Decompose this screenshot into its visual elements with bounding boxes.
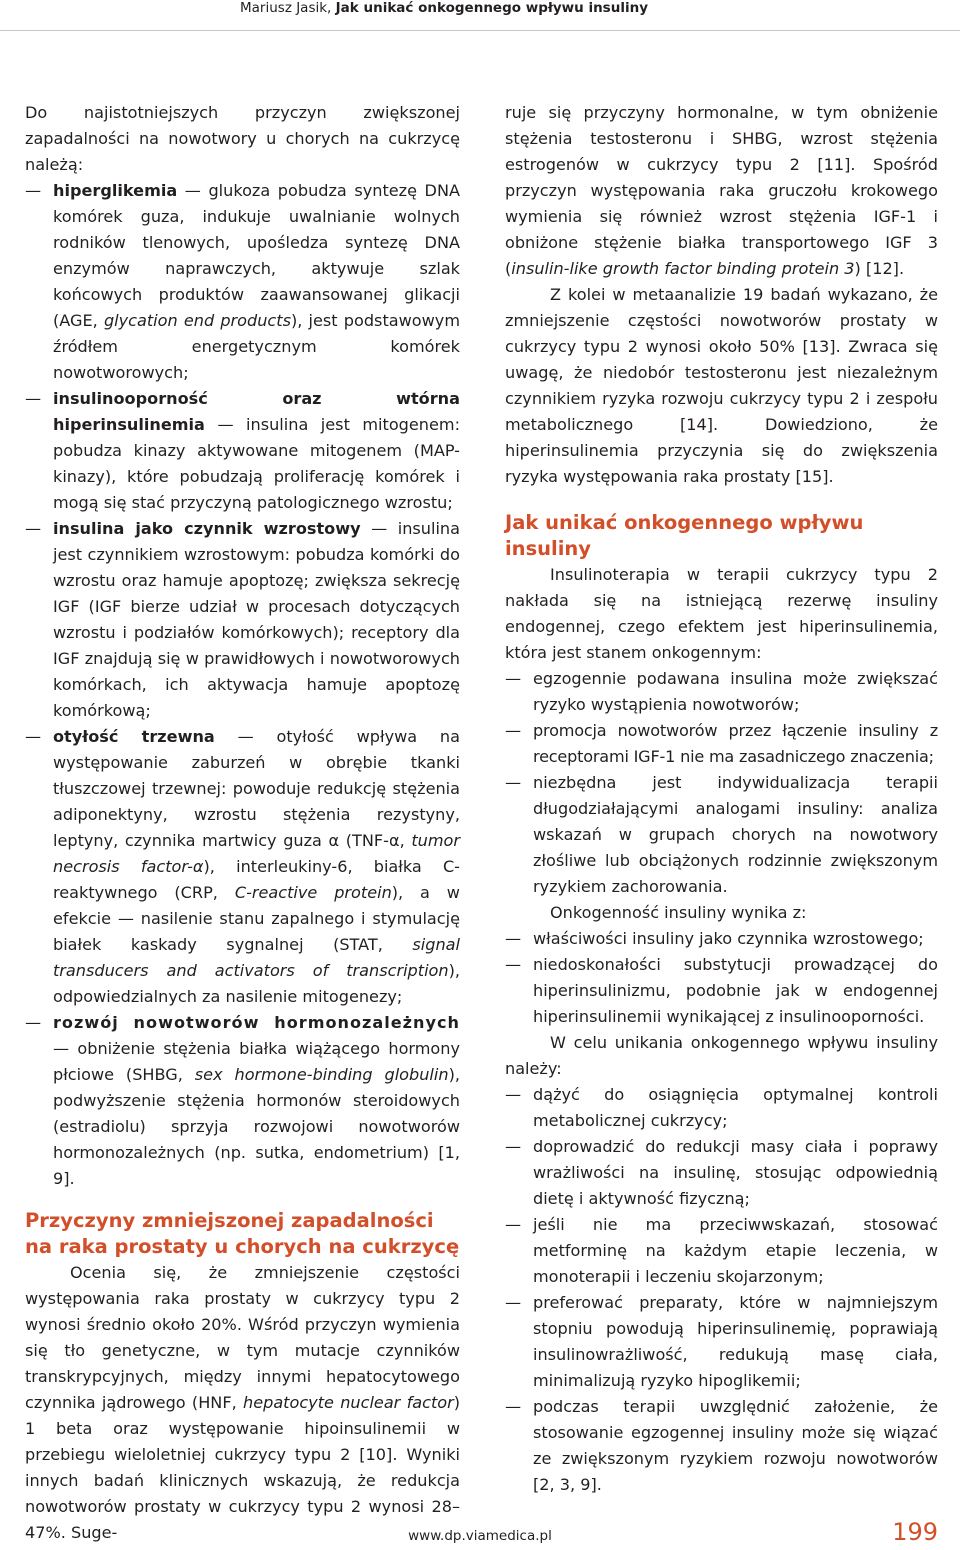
list-item-text: otyłość wpływa na występowanie zaburzeń w obrębie tkanki tłuszczowej trzewnej: powoduje redukcję stężenia adiponektyny, wzrostu stężenia rezystyny, leptyny, czynnika martwicy guza α (TNF-α, bbox=[53, 727, 460, 850]
paragraph-text: Ocenia się, że zmniejszenie częstości występowania raka prostaty w cukrzycy typu 2 wynosi średnio około 20%. Wśród przyczyn wymienia się tło genetyczne, w tym mutacje czynników transkrypcyjnych, między innymi hepatocytowego czynnika jądrowego (HNF, bbox=[25, 1263, 460, 1412]
dash-inline: — bbox=[237, 727, 254, 746]
dash-marker: — bbox=[25, 727, 42, 746]
dash-inline: — bbox=[217, 415, 234, 434]
page-number: 199 bbox=[892, 1518, 938, 1546]
list-item bbox=[505, 718, 938, 770]
dash-marker: — bbox=[505, 773, 522, 792]
insulinotherapy-paragraph: Insulinoterapia w terapii cukrzycy typu 2 nakłada się na istniejącą rezerwę insuliny endogennej, czego efektem jest hiperinsulinemia, która jest stanem onkogennym: bbox=[505, 565, 938, 662]
right-column bbox=[505, 100, 938, 1498]
list-item bbox=[505, 926, 938, 952]
list-item-text: dążyć do osiągnięcia optymalnej kontroli metabolicznej cukrzycy; bbox=[533, 1085, 938, 1130]
italic-term: insulin-like growth factor binding protein 3 bbox=[511, 259, 855, 278]
avoidance-paragraph: W celu unikania onkogennego wpływu insuliny należy: bbox=[505, 1033, 938, 1078]
section-heading-prostate: Przyczyny zmniejszonej zapadalności na raka prostaty u chorych na cukrzycę bbox=[25, 1209, 460, 1258]
paragraph-text: ) 1 beta oraz występowanie hipoinsulinemii w przebiegu wieloletniej cukrzycy typu 2 [10]. Wyniki innych badań klinicznych wskazują, że redukcja nowotworów prostaty w cukrzycy typu 2 wynosi 28–47%. Suge- bbox=[25, 1393, 460, 1542]
dash-marker: — bbox=[505, 1085, 522, 1104]
list-item bbox=[505, 1082, 938, 1134]
running-header-text bbox=[240, 0, 648, 17]
dash-marker: — bbox=[505, 1137, 522, 1156]
list-item bbox=[505, 1394, 938, 1498]
running-header bbox=[0, 0, 960, 31]
dash-marker: — bbox=[25, 1013, 42, 1032]
dash-marker: — bbox=[25, 389, 42, 408]
metaanalysis-paragraph: Z kolei w metaanalizie 19 badań wykazano, że zmniejszenie częstości nowotworów prostaty w cukrzycy typu 2 wynosi około 50% [13]. Zwraca się uwagę, że niedobór testosteronu jest niezależnym czynnikiem ryzyka rozwoju cukrzycy typu 2 i zespołu metabolicznego [14]. Dowiedziono, że hiperinsulinemia przyczynia się do zwiększenia ryzyka występowania raka prostaty [15]. bbox=[505, 285, 938, 486]
list-item-text: niedoskonałości substytucji prowadzącej do hiperinsulinizmu, podobnie jak w endogennej hiperinsulinemii wynikającej z insulinooporności. bbox=[533, 955, 938, 1026]
italic-term: tumor necrosis factor-α bbox=[53, 831, 460, 876]
list-item-text: ), jest podstawowym źródłem energetycznym komórek nowotworowych; bbox=[53, 311, 460, 382]
list-item bbox=[505, 952, 938, 1030]
left-column bbox=[25, 100, 460, 1546]
list-item-text: ), odpowiedzialnych za nasilenie mitogenezy; bbox=[53, 961, 460, 1006]
list-item-growth-factor bbox=[25, 516, 460, 724]
list-item bbox=[505, 666, 938, 718]
term-hyperglycemia: hiperglikemia bbox=[53, 181, 178, 200]
list-item-hormone-dependent bbox=[25, 1010, 460, 1192]
list-item-text: ), a w efekcie — nasilenie stanu zapalnego i stymulację białek kaskady sygnalnej (STAT, bbox=[53, 883, 460, 954]
list-item-text: właściwości insuliny jako czynnika wzrostowego; bbox=[533, 929, 924, 948]
italic-term: hepatocyte nuclear factor bbox=[243, 1393, 454, 1412]
dash-marker: — bbox=[505, 1215, 522, 1234]
list-item-text: doprowadzić do redukcji masy ciała i poprawy wrażliwości na insulinę, stosując odpowiednią dietę i aktywność fizyczną; bbox=[533, 1137, 938, 1208]
oncogenicity-paragraph: Onkogenność insuliny wynika z: bbox=[550, 903, 807, 922]
list-item-text: insulina jest mitogenem: pobudza kinazy aktywowane mitogenem (MAP-kinazy), które pobudzają proliferację komórek i mogą się stać przyczyną patologicznego wzrostu; bbox=[53, 415, 461, 512]
list-item-visceral-obesity bbox=[25, 724, 460, 1010]
term-growth-factor: insulina jako czynnik wzrostowy bbox=[53, 519, 361, 538]
paragraph-text: ruje się przyczyny hormonalne, w tym obniżenie stężenia testosteronu i SHBG, wzrost stężenia estrogenów w cukrzycy typu 2 [11]. Spośród przyczyn występowania raka gruczołu krokowego wymienia się również wzrost stężenia IGF-1 i obniżone stężenie białka transportowego IGF 3 ( bbox=[505, 103, 938, 278]
italic-term: glycation end products bbox=[103, 311, 291, 330]
list-item-text: niezbędna jest indywidualizacja terapii długodziałającymi analogami insuliny: analiza wskazań w grupach chorych na nowotwory złośliwe lub obciążonych rodzinnie zwiększonym ryzykiem zachorowania. bbox=[533, 773, 938, 896]
list-item-text: insulina jest czynnikiem wzrostowym: pobudza komórki do wzrostu oraz hamuje apoptozę; zwiększa sekrecję IGF (IGF bierze udział w procesach dotyczących wzrostu i podziałów komórkowych); receptory dla IGF znajdują się w prawidłowych i nowotworowych komórkach, ich aktywacja hamuje apoptozę komórkową; bbox=[53, 519, 460, 720]
header-author: Mariusz Jasik, bbox=[240, 0, 332, 16]
list-item-text: — obniżenie stężenia białka wiążącego hormony płciowe (SHBG, bbox=[53, 1039, 460, 1084]
dash-marker: — bbox=[25, 519, 42, 538]
term-hormone-dependent: rozwój nowotworów hormonozależnych bbox=[53, 1013, 460, 1032]
list-item bbox=[505, 1212, 938, 1290]
list-item-text: ), podwyższenie stężenia hormonów steroidowych (estradiolu) sprzyja rozwojowi nowotworów hormonozależnych (np. sutka, endometrium) [1, 9]. bbox=[53, 1065, 460, 1188]
dash-marker: — bbox=[505, 721, 521, 740]
dash-marker: — bbox=[505, 955, 522, 974]
list-item-text: jeśli nie ma przeciwwskazań, stosować metforminę na każdym etapie leczenia, w monoterapii i leczeniu skojarzonym; bbox=[533, 1215, 938, 1286]
dash-marker: — bbox=[25, 181, 42, 200]
list-item bbox=[505, 1134, 938, 1212]
footer-url: www.dp.viamedica.pl bbox=[408, 1528, 552, 1544]
continued-paragraph bbox=[505, 100, 938, 282]
dash-marker: — bbox=[505, 1293, 522, 1312]
italic-term: C-reactive protein bbox=[234, 883, 392, 902]
list-item-text: ), interleukiny-6, białka C-reaktywnego (CRP, bbox=[53, 857, 460, 902]
term-insulin-resistance: insulinooporność oraz wtórna hiperinsulinemia bbox=[53, 389, 460, 434]
prostate-paragraph bbox=[25, 1260, 460, 1546]
italic-term: signal transducers and activators of transcription bbox=[53, 935, 460, 980]
list-item-text: egzogennie podawana insulina może zwiększać ryzyko wystąpienia nowotworów; bbox=[533, 669, 938, 714]
paragraph-text: ) [12]. bbox=[854, 259, 905, 278]
dash-inline: — bbox=[371, 519, 388, 538]
dash-inline: — bbox=[184, 181, 201, 200]
list-item-text: preferować preparaty, które w najmniejszym stopniu powodują hiperinsulinemię, poprawiają insulinowrażliwość, redukują masę ciała, minimalizują ryzyko hipoglikemii; bbox=[533, 1293, 938, 1390]
list-item-insulin-resistance bbox=[25, 386, 460, 516]
section-heading-avoid: Jak unikać onkogennego wpływu insuliny bbox=[505, 511, 864, 560]
dash-marker: — bbox=[505, 1397, 522, 1416]
list-item-text: promocja nowotworów przez łączenie insuliny z receptorami IGF-1 nie ma zasadniczego znaczenia; bbox=[533, 721, 938, 766]
term-visceral-obesity: otyłość trzewna bbox=[53, 727, 215, 746]
italic-term: sex hormone-binding globulin bbox=[194, 1065, 449, 1084]
list-item-text: glukoza pobudza syntezę DNA komórek guza, indukuje uwalnianie wolnych rodników tlenowych, upośledza syntezę DNA enzymów naprawczych, aktywuje szlak końcowych produktów zaawansowanej glikacji (AGE, bbox=[53, 181, 460, 330]
list-item-hyperglycemia bbox=[25, 178, 460, 386]
list-item-text: podczas terapii uwzględnić założenie, że stosowanie egzogennej insuliny może się wiązać ze zwiększonym ryzykiem rozwoju nowotworów [2, 3, 9]. bbox=[533, 1397, 938, 1494]
list-item bbox=[505, 1290, 938, 1394]
dash-marker: — bbox=[505, 669, 522, 688]
intro-paragraph: Do najistotniejszych przyczyn zwiększonej zapadalności na nowotwory u chorych na cukrzycę należą: bbox=[25, 103, 460, 174]
dash-marker: — bbox=[505, 929, 522, 948]
header-title: Jak unikać onkogennego wpływu insuliny bbox=[335, 0, 648, 16]
list-item bbox=[505, 770, 938, 900]
